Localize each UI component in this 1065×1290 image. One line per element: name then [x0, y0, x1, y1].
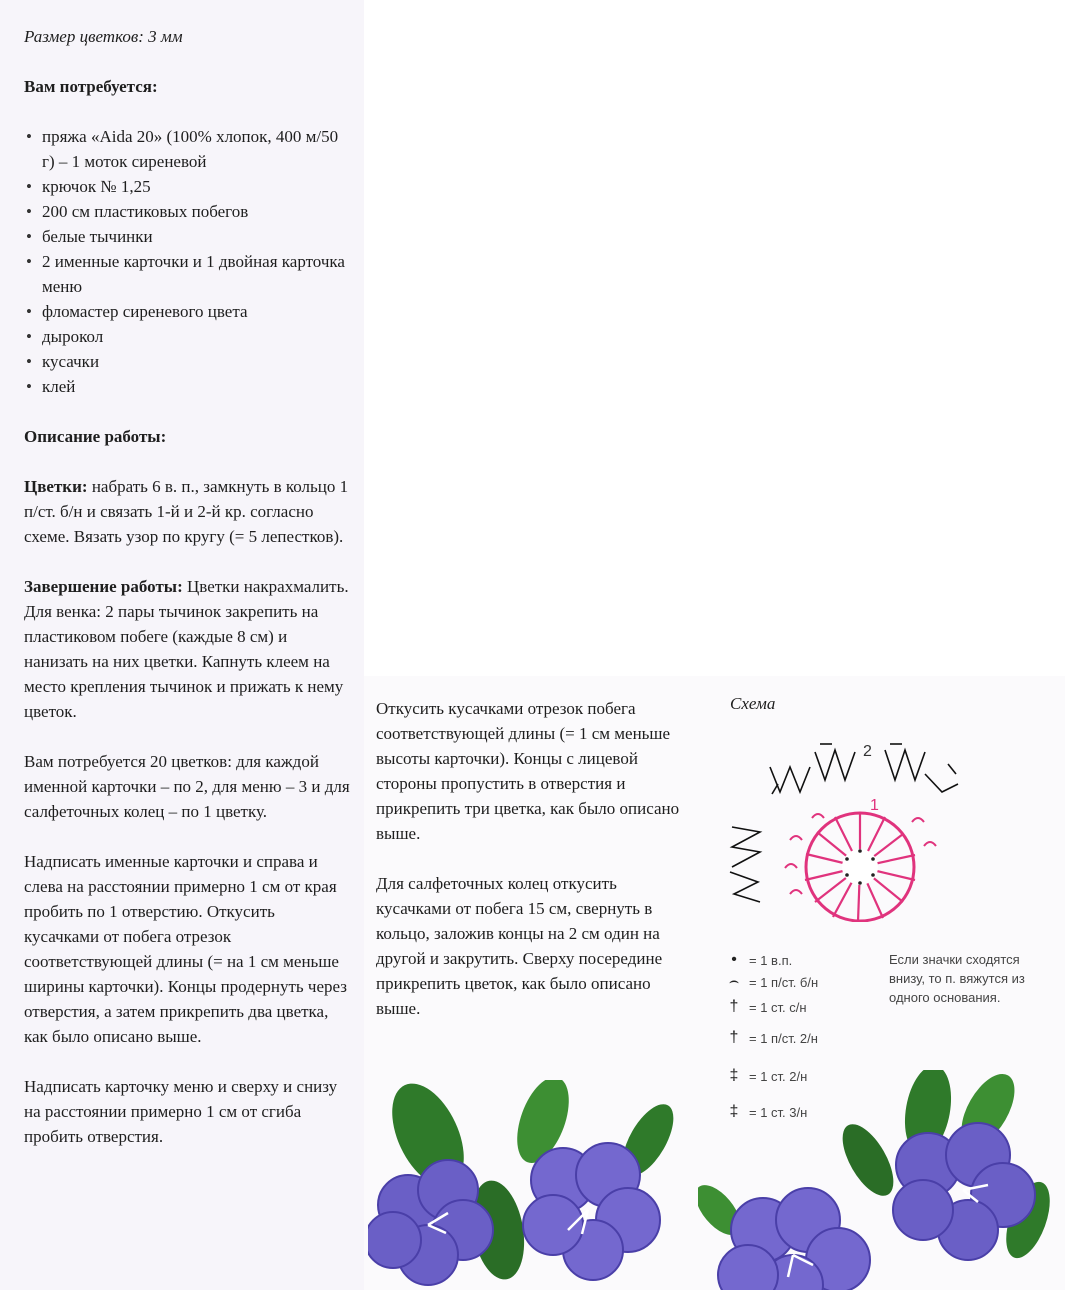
flower-4 [718, 1188, 870, 1290]
materials-item: • 200 см пластиковых побегов [24, 199, 354, 224]
legend-text: = 1 ст. 2/н [749, 1068, 808, 1084]
single-crochet-icon: ⌢ [728, 973, 740, 990]
materials-item: • кусачки [24, 349, 354, 374]
legend-text: = 1 в.п. [749, 952, 793, 968]
chain-stitch-icon: • [731, 951, 737, 968]
flower-photo-left [368, 1080, 698, 1290]
materials-list [24, 124, 354, 399]
materials-item: • дырокол [24, 324, 354, 349]
materials-item: • 2 именные карточки и 1 двойная карточка меню [24, 249, 354, 299]
materials-item: • белые тычинки [24, 224, 354, 249]
materials-item: • фломастер сиреневого цвета [24, 299, 354, 324]
treble-crochet-icon: ‡ [729, 1067, 739, 1084]
legend-text: = 1 п/ст. 2/н [749, 1030, 818, 1046]
crochet-diagram [720, 722, 970, 922]
legend-text: = 1 ст. с/н [749, 999, 807, 1015]
flower-size-line: Размер цветков: 3 мм [24, 27, 183, 46]
double-crochet-icon: † [729, 998, 739, 1015]
menu-card-paragraph: Надписать карточку меню и сверху и снизу на расстоянии примерно 1 см от сгиба пробить отверстия. [24, 1077, 338, 1146]
flowers-needed-paragraph: Вам потребуется 20 цветков: для каждой именной карточки – по 2, для меню – 3 и для салфеточных колец – по 1 цветку. [24, 752, 350, 821]
finish-label: Завершение работы: [24, 577, 183, 596]
round-2-label: 2 [863, 743, 872, 760]
round-1-label: 1 [870, 797, 879, 814]
left-text-column [24, 24, 354, 1174]
finish-paragraph [24, 574, 354, 724]
middle-text-column [376, 696, 696, 1046]
half-treble-icon: † [729, 1029, 739, 1046]
description-heading: Описание работы: [24, 427, 167, 446]
flowers-paragraph [24, 474, 354, 549]
materials-item: • пряжа «Aida 20» (100% хлопок, 400 м/50 г) – 1 моток сиреневой [24, 124, 354, 174]
center-ring [842, 849, 878, 885]
name-cards-paragraph: Надписать именные карточки и справа и слева на расстоянии примерно 1 см от края пробить по 1 отверстию. Откусить кусачками от побега отрезок соответствующей длины (= на 1 см меньше ширины карточки). Концы продернуть через отверстия, а затем прикрепить два цветка, как было описано выше. [24, 852, 347, 1046]
flowers-label: Цветки: [24, 477, 88, 496]
legend-text: = 1 п/ст. б/н [749, 974, 819, 990]
materials-item: • клей [24, 374, 354, 399]
napkin-rings-paragraph: Для салфеточных колец откусить кусачками от побега 15 см, свернуть в кольцо, заложив концы на 2 см один на другой и закрутить. Сверху посередине прикрепить цветок, как было описано выше. [376, 874, 663, 1018]
finish-text: Цветки накрахмалить. Для венка: 2 пары тычинок закрепить на пластиковом побеге (каждые 8 см) и нанизать на них цветки. Капнуть клеем на место крепления тычинок и прижать к нему цветок. [24, 577, 349, 721]
flower-photo-right [698, 1070, 1065, 1290]
legend-text: = 1 ст. 3/н [749, 1104, 808, 1120]
legend-note: Если значки сходятся внизу, то п. вяжутся из одного основания. [889, 952, 1025, 1005]
scheme-title: Схема [730, 694, 776, 713]
materials-heading: Вам потребуется: [24, 77, 158, 96]
flowers-text: набрать 6 в. п., замкнуть в кольцо 1 п/ст. б/н и связать 1-й и 2-й кр. согласно схеме. Вязать узор по кругу (= 5 лепестков). [24, 477, 349, 546]
menu-stem-paragraph: Откусить кусачками отрезок побега соответствующей длины (= 1 см меньше высоты карточки). Концы с лицевой стороны пропустить в отверстия и прикрепить три цветка, как было описано выше. [376, 699, 680, 843]
materials-item: • крючок № 1,25 [24, 174, 354, 199]
triple-treble-icon: ‡ [729, 1103, 739, 1120]
